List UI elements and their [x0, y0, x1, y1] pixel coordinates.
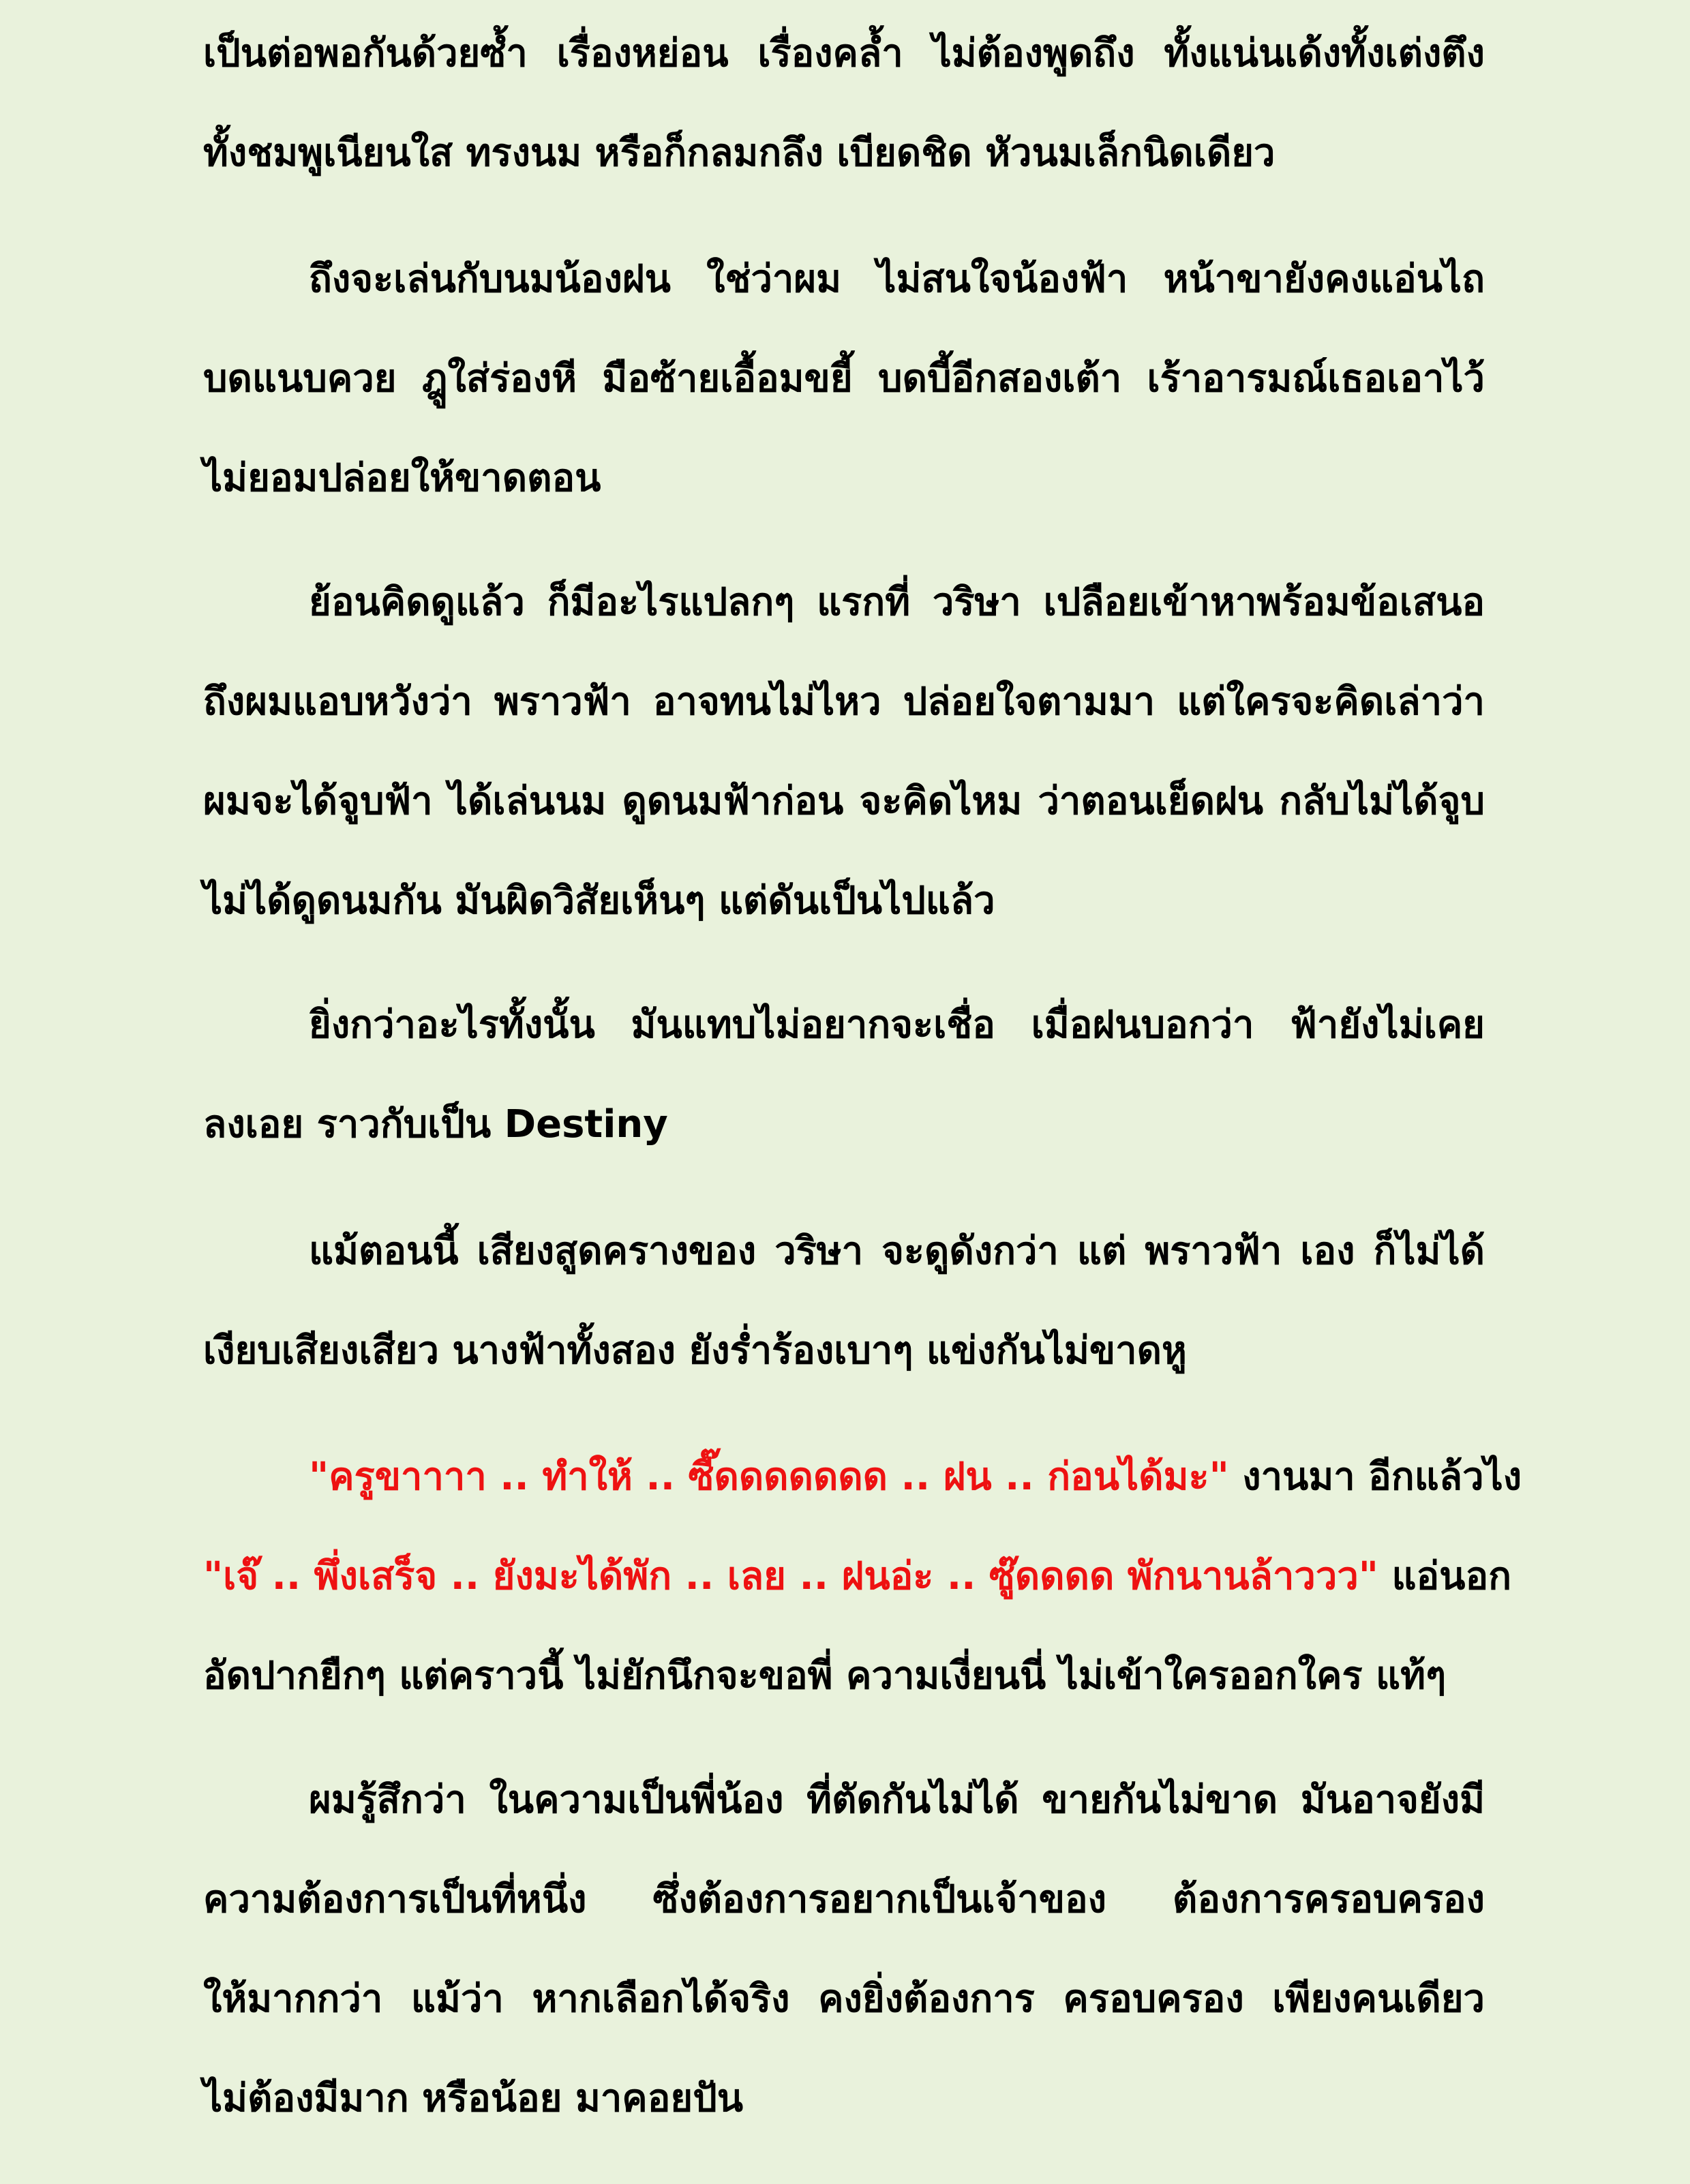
- paragraph-1-line-1: เป็นต่อพอกันด้วยซ้ำ เรื่องหย่อน เรื่องคล้ำ ไม่ต้องพูดถึง ทั้งแน่นเด้งทั้งเต่งตึง: [203, 31, 1485, 76]
- paragraph-4-line-1: ยิ่งกว่าอะไรทั้งนั้น มันแทบไม่อยากจะเชื่อ เมื่อฝนบอกว่า ฟ้ายังไม่เคย: [309, 1003, 1485, 1047]
- paragraph-6-line-1: [203, 1427, 1522, 1527]
- paragraph-2: [203, 230, 1485, 528]
- paragraph-7-line-2: ความต้องการเป็นที่หนึ่ง ซึ่งต้องการอยากเป็นเจ้าของ ต้องการครอบครอง: [203, 1877, 1485, 1922]
- narration-fragment-2: แอ่นอก: [1378, 1554, 1511, 1598]
- paragraph-6-line-3: อัดปากยืกๆ แต่คราวนี้ ไม่ยักนึกจะขอพี่ ความเงี่ยนนี่ ไม่เข้าใครออกใคร แท้ๆ: [203, 1654, 1447, 1698]
- paragraph-4: [203, 975, 1485, 1174]
- paragraph-5-line-2: เงียบเสียงเสียว นางฟ้าทั้งสอง ยังร่ำร้องเบาๆ แข่งกันไม่ขาดหู: [203, 1329, 1187, 1373]
- paragraph-7-line-3: ให้มากกว่า แม้ว่า หากเลือกได้จริง คงยิ่งต้องการ ครอบครอง เพียงคนเดียว: [203, 1977, 1485, 2021]
- paragraph-5: [203, 1202, 1485, 1401]
- paragraph-7: [203, 1750, 1485, 2149]
- paragraph-6-line-2: [203, 1527, 1511, 1626]
- paragraph-3-line-1: ย้อนคิดดูแล้ว ก็มีอะไรแปลกๆ แรกที่ วริษา เปลือยเข้าหาพร้อมข้อเสนอ: [309, 580, 1485, 624]
- paragraph-5-line-1: แม้ตอนนี้ เสียงสูดครางของ วริษา จะดูดังกว่า แต่ พราวฟ้า เอง ก็ไม่ได้: [309, 1229, 1485, 1273]
- paragraph-2-line-2: บดแนบควย ฎูใส่ร่องหี มือซ้ายเอื้อมขยี้ บดบี้อีกสองเต้า เร้าอารมณ์เธอเอาไว้: [203, 357, 1485, 401]
- paragraph-2-line-1: ถึงจะเล่นกับนมน้องฝน ใช่ว่าผม ไม่สนใจน้องฟ้า หน้าขายังคงแอ่นไถ: [309, 257, 1485, 301]
- dialogue-fon: "ครูขาาาา .. ทำให้ .. ซี๊ดดดดดดด .. ฝน .. ก่อนได้มะ": [309, 1455, 1229, 1499]
- paragraph-3-line-2: ถึงผมแอบหวังว่า พราวฟ้า อาจทนไม่ไหว ปล่อยใจตามมา แต่ใครจะคิดเล่าว่า: [203, 680, 1485, 724]
- paragraph-2-line-3: ไม่ยอมปล่อยให้ขาดตอน: [203, 456, 601, 500]
- paragraph-3-line-3: ผมจะได้จูบฟ้า ได้เล่นนม ดูดนมฟ้าก่อน จะคิดไหม ว่าตอนเย็ดฝน กลับไม่ได้จูบ: [203, 779, 1485, 823]
- narration-fragment-1: งานมา อีกแล้วไง: [1228, 1455, 1522, 1499]
- paragraph-7-line-1: ผมรู้สึกว่า ในความเป็นพี่น้อง ที่ตัดกันไม่ได้ ขายกันไม่ขาด มันอาจยังมี: [309, 1778, 1485, 1822]
- paragraph-7-line-4: ไม่ต้องมีมาก หรือน้อย มาคอยปัน: [203, 2076, 744, 2121]
- paragraph-4-line-2: ลงเอย ราวกับเป็น Destiny: [203, 1102, 668, 1147]
- paragraph-1: [203, 4, 1485, 203]
- paragraph-1-line-2: ทั้งชมพูเนียนใส ทรงนม หรือก็กลมกลึง เบียดชิด หัวนมเล็กนิดเดียว: [203, 131, 1276, 175]
- paragraph-6-dialogue: [203, 1427, 1522, 1726]
- dialogue-sister: "เจ๊ .. พึ่งเสร็จ .. ยังมะได้พัก .. เลย .. ฝนอ่ะ .. ซู๊ดดดด พักนานล้าววว": [203, 1554, 1378, 1598]
- paragraph-3: [203, 553, 1485, 951]
- paragraph-3-line-4: ไม่ได้ดูดนมกัน มันผิดวิสัยเห็นๆ แต่ดันเป็นไปแล้ว: [203, 879, 995, 923]
